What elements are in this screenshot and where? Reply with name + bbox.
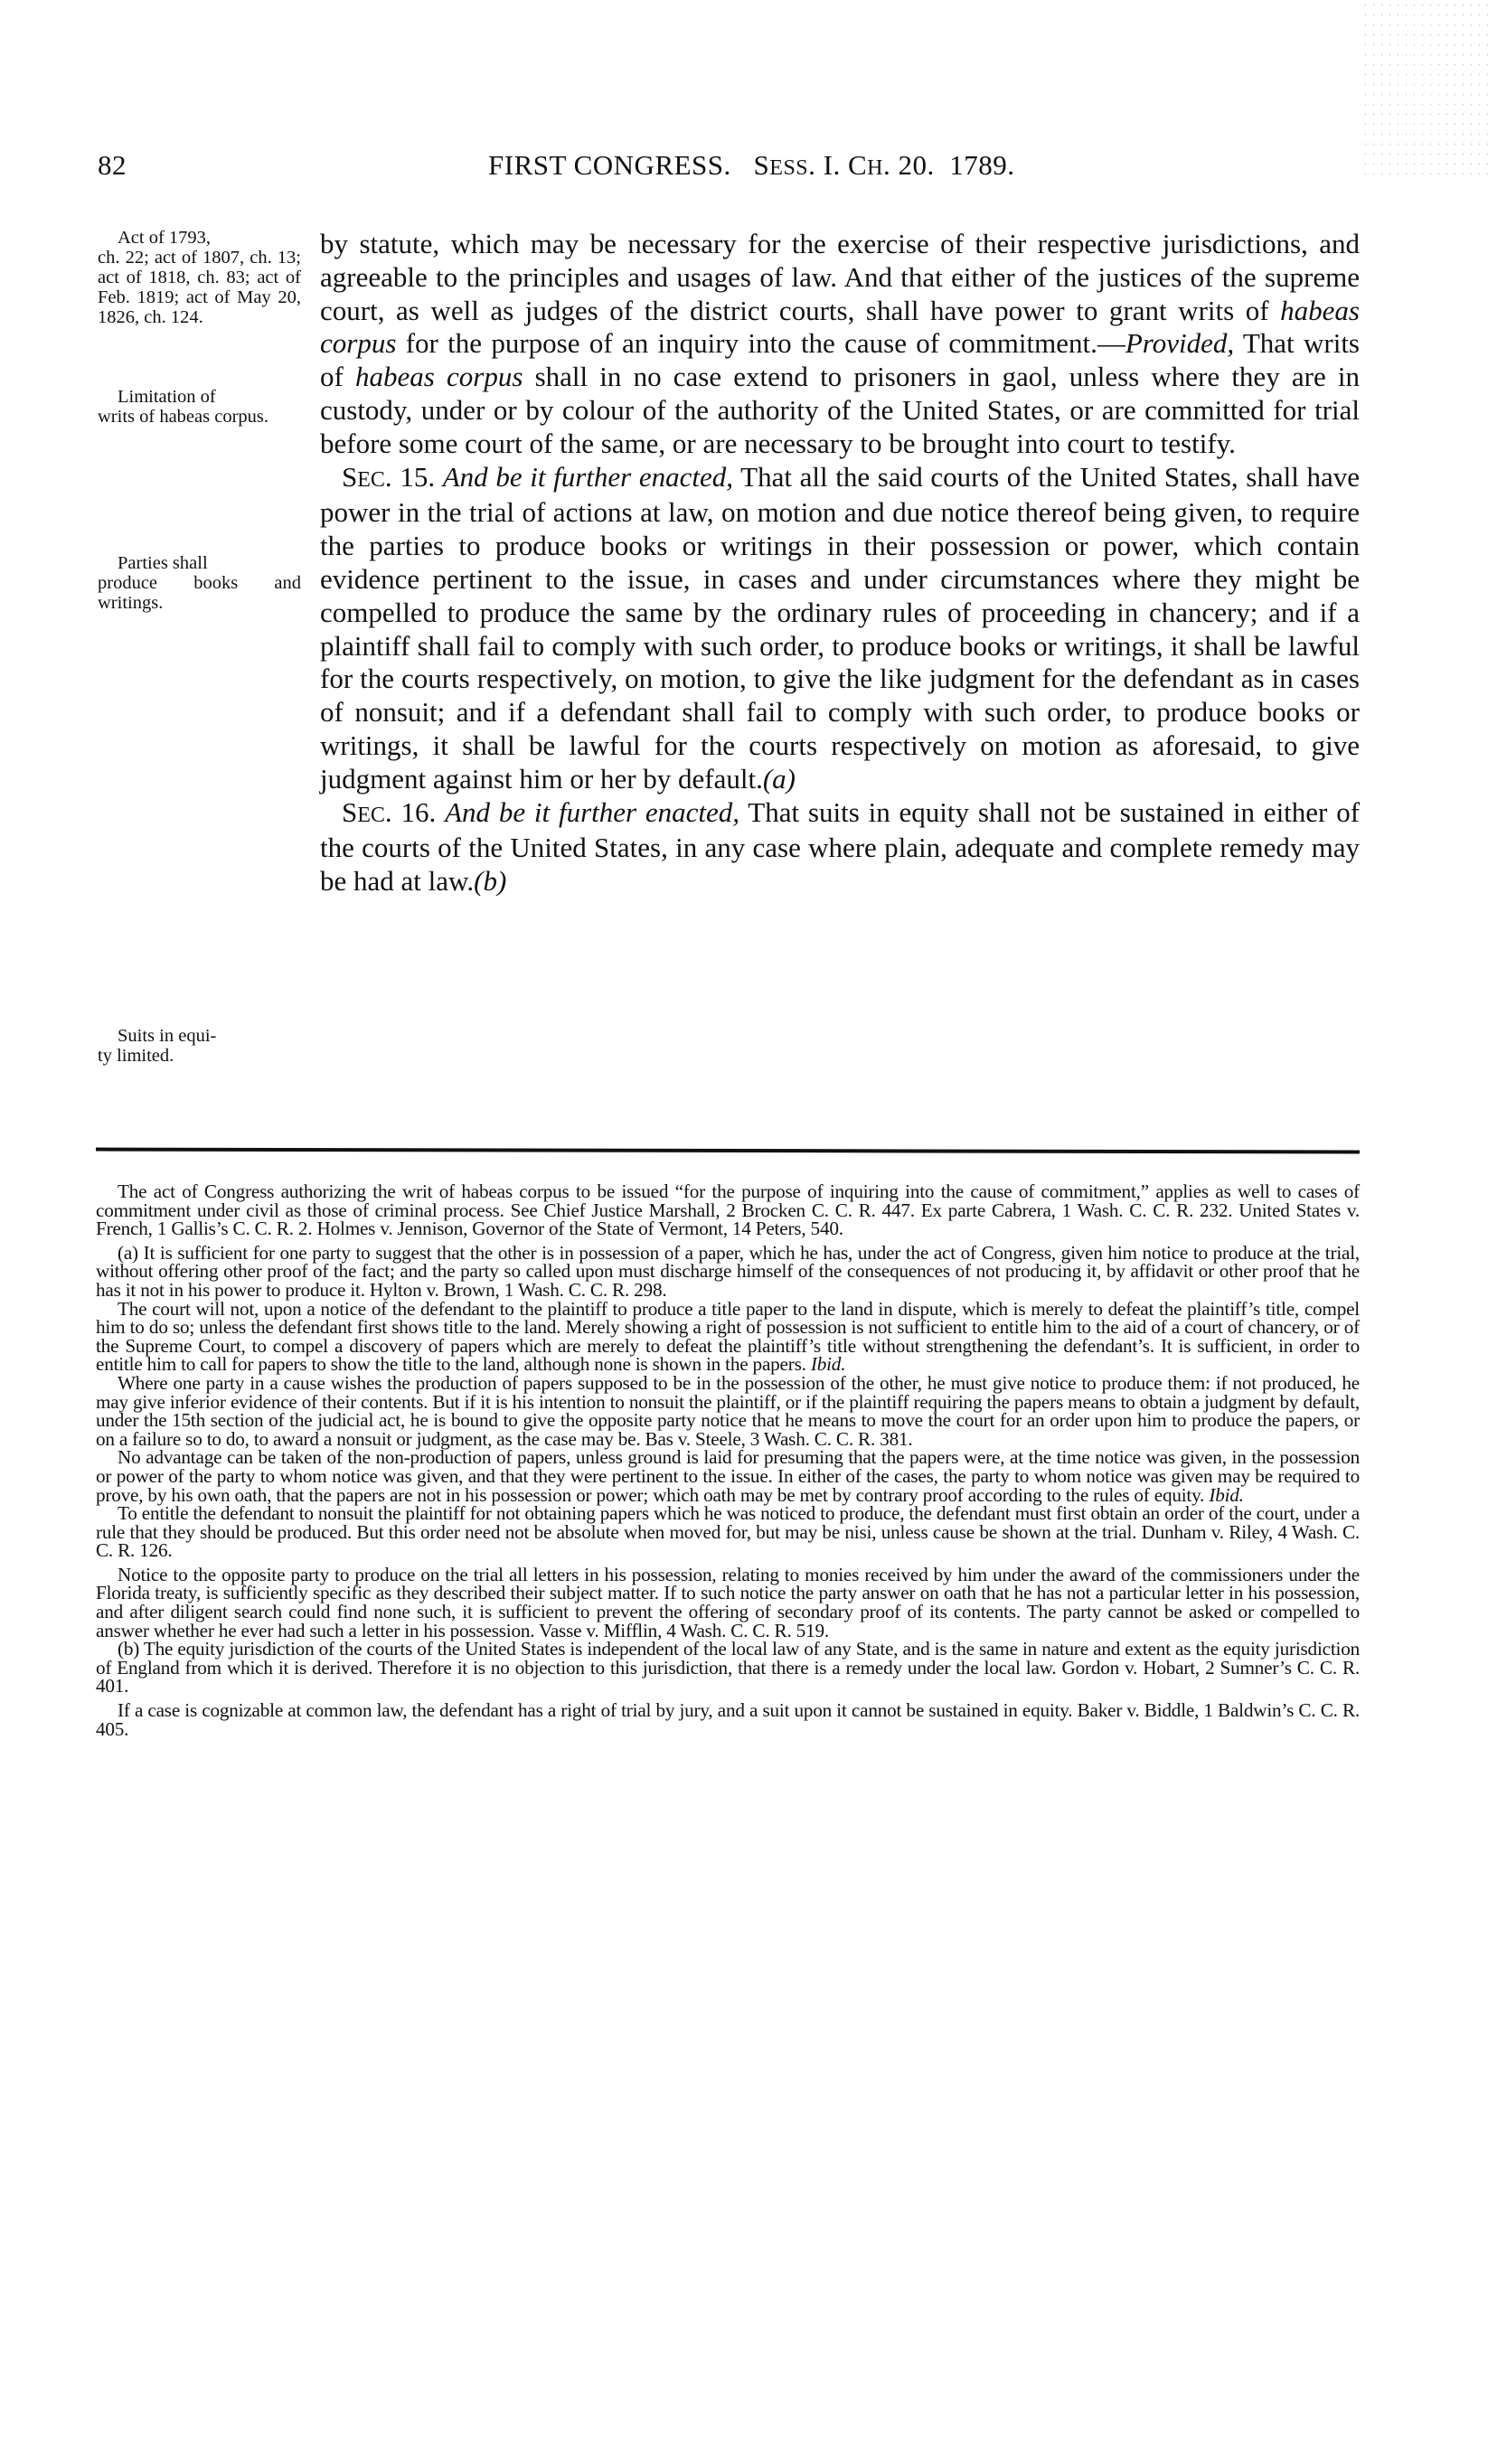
section-label: SEC. 16.	[342, 795, 437, 828]
session-number: I.	[823, 149, 841, 181]
footnote-a-3: Where one party in a cause wishes the production of papers supposed to be in the possession of the other, he must give notice to produce them: if not produced, he may give inferior evidence of their contents. But if it is his intention to nonsuit the plaintiff, or if the plaintiff requiring the papers means to obtain a judgment by default, under the 15th section of the judicial act, he is bound to give the opposite party notice that he means to move the court for an order upon him to produce the papers, or on a failure so to do, to award a nonsuit or judgment, as the case may be. Bas v. Steele, 3 Wash. C. C. R. 381.	[96, 1371, 1360, 1450]
session-label: SESS.	[753, 149, 816, 181]
paragraph-habeas-corpus: by statute, which may be necessary for the exercise of their respective jurisdictions, and agreeable to the principles and usages of law. And that either of the justices of the supreme court, as well as judges of the district courts, shall have power to grant writs of habeas corpus for the purpose of an inquiry into the cause of commitment.—Provided, That writs of habeas corpus shall in no case extend to prisoners in gaol, unless where they are in custody, under or by colour of the authority of the United States, or are committed for trial before some court of the same, or are necessary to be brought into court to testify.	[320, 228, 1360, 459]
footnote-habeas-general: The act of Congress authorizing the writ of habeas corpus to be issued “for the purpose of inquiring into the cause of commitment,” applies as well to cases of commitment under civil as those of criminal process. See Chief Justice Marshall, 2 Brocken C. C. R. 447. Ex parte Cabrera, 1 Wash. C. C. R. 232. United States v. French, 1 Gallis’s C. C. R. 2. Holmes v. Jennison, Governor of the State of Vermont, 14 Peters, 540.	[96, 1180, 1360, 1240]
chapter-label: CH.	[847, 149, 891, 181]
enacting-clause: And be it further enacted,	[445, 795, 740, 828]
margin-note-parties-produce: Parties shall produce books and writings.	[98, 553, 301, 613]
footnote-b-1: (b) The equity jurisdiction of the courts of the United States is independent of the local law of any State, and is the same in nature and extent as the equity jurisdiction of England from which it is derived. Therefore it is no objection to this jurisdiction, that there is a remedy under the local law. Gordon v. Hobart, 2 Sumner’s C. C. R. 401.	[96, 1638, 1360, 1698]
congress-title: FIRST CONGRESS.	[488, 149, 731, 181]
chapter-number: 20.	[898, 149, 935, 181]
footnote-ref-b: (b)	[474, 865, 507, 898]
footnote-a-5: To entitle the defendant to nonsuit the plaintiff for not obtaining papers which he was noticed to produce, the defendant must first obtain an order of the court, under a rule that they should be produced. But this order need not be absolute when moved for, but may be nisi, unless cause be shown at the trial. Dunham v. Riley, 4 Wash. C. C. R. 126.	[96, 1502, 1360, 1562]
footnote-a-1: (a) It is sufficient for one party to suggest that the other is in possession of a paper, which he has, under the act of Congress, given him notice to produce at the trial, without offering other proof of the fact; and the party so called upon must discharge himself of the consequences of not producing it, by affidavit or other proof that he has it not in his power to produce it. Hylton v. Brown, 1 Wash. C. C. R. 298.	[96, 1241, 1360, 1301]
footnote-ref-a: (a)	[762, 762, 796, 795]
section-15: SEC. 15. And be it further enacted, That all the said courts of the United States, shall have power in the trial of actions at law, on motion and due notice thereof being given, to require the parties to produce books or writings in their possession or power, which contain evidence pertinent to the issue, in cases and under circumstances where they might be compelled to produce the same by the ordinary rules of proceeding in chancery; and if a plaintiff shall fail to comply with such order, to produce books or writings, it shall be lawful for the courts respectively, on motion, to give the like judgment for the defendant as in cases of nonsuit; and if a defendant shall fail to comply with such order, to produce books or writings, it shall be lawful for the courts respectively on motion as aforesaid, to give judgment against him or her by default.(a)	[320, 460, 1360, 795]
running-header	[98, 149, 1363, 185]
scan-speckle-artifact	[1361, 0, 1488, 181]
footnote-divider	[96, 1148, 1360, 1154]
margin-note-suits-equity: Suits in equi- ty limited.	[98, 1026, 217, 1066]
footnote-b-2: If a case is cognizable at common law, the defendant has a right of trial by jury, and a suit upon it cannot be sustained in equity. Baker v. Biddle, 1 Baldwin’s C. C. R. 405.	[96, 1699, 1360, 1740]
section-label: SEC. 15.	[342, 460, 436, 493]
footnote-a-4: No advantage can be taken of the non-production of papers, unless ground is laid for presuming that the papers were, at the time notice was given, in the possession or power of the party to whom notice was given, and that they were pertinent to the issue. In either of the cases, the party to whom notice was given may be required to prove, by his own oath, that the papers are not in his possession or power; which oath may be met by contrary proof according to the rules of equity. Ibid.	[96, 1446, 1360, 1506]
section-16: SEC. 16. And be it further enacted, That suits in equity shall not be sustained in either of the courts of the United States, in any case where plain, adequate and complete remedy may be had at law.(b)	[320, 795, 1361, 898]
footnotes	[96, 1182, 1360, 1738]
margin-note-limitation-habeas: Limitation of writs of habeas corpus.	[98, 387, 269, 427]
margin-note-acts-citation: Act of 1793, ch. 22; act of 1807, ch. 13; act of 1818, ch. 83; act of Feb. 1819; act of May 20, 1826, ch. 124.	[98, 228, 301, 327]
footnote-a-2: The court will not, upon a notice of the defendant to the plaintiff to produce a title paper to the land in dispute, which is merely to defeat the plaintiff’s title, compel him to do so; unless the defendant first shows title to the land. Merely showing a right of possession is not sufficient to entitle him to the aid of a court of chancery, or of the Supreme Court, to compel a discovery of papers which are merely to defeat the plaintiff’s title without strengthening the defendant’s. It is sufficient, in order to entitle him to call for papers to show the title to the land, although none is shown in the papers. Ibid.	[96, 1297, 1360, 1376]
page-number: 82	[98, 149, 127, 181]
enacting-clause: And be it further enacted,	[442, 460, 734, 493]
statute-body	[320, 228, 1360, 898]
running-title	[488, 149, 1015, 182]
year: 1789.	[949, 149, 1015, 181]
footnote-a-6: Notice to the opposite party to produce on the trial all letters in his possession, relating to monies received by him under the award of the commissioners under the Florida treaty, is sufficiently specific as they described their subject matter. If to such notice the party answer on oath that he has not a particular letter in his possession, and after diligent search could find none such, it is sufficient to prevent the offering of secondary proof of its contents. The party cannot be asked or compelled to answer whether he ever had such a letter in his possession. Vasse v. Mifflin, 4 Wash. C. C. R. 519.	[96, 1563, 1360, 1641]
